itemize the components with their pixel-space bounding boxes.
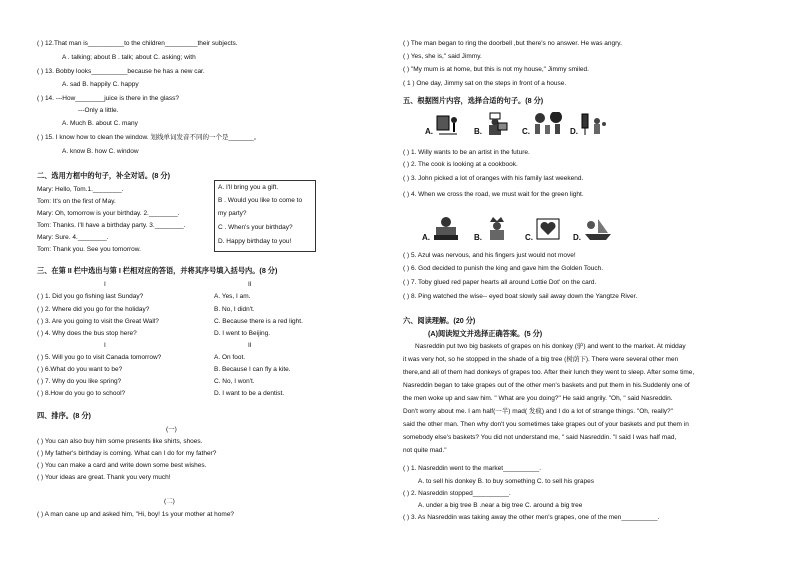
piano-player-picture: [432, 216, 460, 242]
order-item: ( ) My father's birthday is coming. What can I do for my father?: [37, 450, 217, 457]
passage-line: not quite mad.": [403, 447, 447, 454]
passage-line: it was very hot, so he stopped in the shade of a big tree (树荫下). There were several other men: [403, 356, 679, 363]
match-question: ( ) 6.What do you want to be?: [37, 366, 123, 373]
picture-sentence: ( ) 4. When we cross the road, we must wait for the green light.: [403, 191, 584, 198]
subsection-2-label: (二): [164, 498, 175, 505]
box-option: B . Would you like to come to: [218, 197, 303, 204]
q14: ( ) 14. ---How________juice is there in the glass?: [37, 95, 179, 102]
order-item: ( ) "My mum is at home, but this is not my house," Jimmy smiled.: [403, 66, 589, 73]
box-option: C . When's your birthday?: [218, 224, 293, 231]
box-option: A. I'll bring you a gift.: [218, 184, 279, 191]
reading-options: A. to sell his donkey B. to buy something C. to sell his grapes: [418, 478, 594, 485]
order-item: ( ) You can make a card and write down some best wishes.: [37, 462, 207, 469]
order-item: ( ) Your ideas are great. Thank you very much!: [37, 474, 171, 481]
artist-painting-picture: [435, 112, 459, 136]
passage-line: somebody else's baskets? You did not understand me, " said Nasreddin. "I said I was half mad,: [403, 434, 677, 441]
passage-line: Don't worry about me. I am half(一半) mad( 发疯) and I do a lot of strange things. "Oh, really?": [403, 408, 673, 415]
reading-question: ( ) 2. Nasreddin stopped__________.: [403, 490, 511, 497]
family-picking-oranges-picture: [532, 112, 566, 136]
picture-label: A.: [425, 127, 433, 136]
q15: ( ) 15. I know how to clean the window. 划线单词发音不同的一个是_______。: [37, 134, 261, 141]
dialogue-line: Tom: Thanks. I'll have a birthday party. 3.________.: [37, 222, 186, 229]
dialogue-line: Tom: It's on the first of May.: [37, 198, 116, 205]
picture-a: [422, 216, 460, 242]
subsection-1-label: (一): [166, 426, 177, 433]
picture-label: B.: [474, 233, 482, 242]
dialogue-line: Tom: Thank you. See you tomorrow.: [37, 246, 141, 253]
picture-c: [525, 216, 561, 242]
reading-options: A. under a big tree B .near a big tree C. around a big tree: [418, 502, 583, 509]
picture-sentence: ( ) 6. God decided to punish the king and gave him the Golden Touch.: [403, 265, 604, 272]
picture-a: [425, 112, 459, 136]
match-question: ( ) 2. Where did you go for the holiday?: [37, 306, 150, 313]
passage-line: Nasreddin put two big baskets of grapes on his donkey (驴) and went to the market. At midday: [415, 343, 686, 350]
section-4-title: 四、排序。(8 分): [37, 411, 91, 420]
order-item: ( ) You can also buy him some presents like shirts, shoes.: [37, 438, 203, 445]
section-6a-subtitle: (A)阅读短文并选择正确答案。(5 分): [428, 329, 543, 338]
box-option: D. Happy birthday to you!: [218, 238, 292, 245]
column-i-label: I: [104, 281, 106, 288]
order-item: ( ) A man cane up and asked him, "Hi, boy! 1s your mother at home?: [37, 511, 235, 518]
dialogue-line: Mary: Sure. 4.________.: [37, 234, 109, 241]
match-answer: B. Because I can fly a kite.: [214, 366, 291, 373]
column-ii-label: II: [248, 281, 252, 288]
box-option: my party?: [218, 210, 247, 217]
order-item: ( ) Yes, she is," said Jimmy.: [403, 53, 482, 60]
match-answer: D. I went to Beijing.: [214, 330, 270, 337]
section-5-title: 五、根据图片内容，选择合适的句子。(8 分): [403, 96, 544, 105]
match-question: ( ) 1. Did you go fishing last Sunday?: [37, 293, 144, 300]
king-picture: [484, 216, 510, 242]
q14-reply: ---Only a little.: [78, 107, 119, 114]
match-question: ( ) 7. Why do you like spring?: [37, 378, 122, 385]
traffic-light-picture: [580, 112, 608, 136]
passage-line: Nasreddin began to take grapes out of the other men's baskets and put them in his.Suddenly one of: [403, 382, 690, 389]
q12: ( ) 12.That man is__________to the children_________their subjects.: [37, 40, 238, 47]
picture-sentence: ( ) 8. Ping watched the wise-- eyed boat slowly sail away down the Yangtze River.: [403, 293, 638, 300]
match-answer: A. Yes, I am.: [214, 293, 251, 300]
picture-sentence: ( ) 2. The cook is looking at a cookbook.: [403, 161, 518, 168]
picture-sentence: ( ) 7. Toby glued red paper hearts all around Lottie Dot' on the card.: [403, 279, 597, 286]
heart-card-picture: [535, 216, 561, 242]
picture-label: B.: [474, 127, 482, 136]
q13: ( ) 13. Bobby looks__________because he has a new car.: [37, 68, 205, 75]
dialogue-line: Mary: Oh, tomorrow is your birthday. 2.________.: [37, 210, 180, 217]
passage-line: the men woke up and saw him. " What are you doing?" He said angrily. "Oh, " said Nasreddin.: [403, 395, 673, 402]
match-question: ( ) 3. Are you going to visit the Great Wall?: [37, 318, 159, 325]
picture-sentence: ( ) 1. Willy wants to be an artist in the future.: [403, 149, 530, 156]
section-3-title: 三、在第 II 栏中选出与第 I 栏相对应的答语，并将其序号填入括号内。(8 分): [37, 266, 278, 275]
passage-line: said the other man. Then why don't you sometimes take grapes out of your baskets and put them in: [403, 421, 689, 428]
picture-d: [573, 216, 613, 242]
picture-label: A.: [422, 233, 430, 242]
reading-question: ( ) 3. As Nasreddin was taking away the other men's grapes, one of the men__________.: [403, 514, 660, 521]
column-ii-label: II: [248, 342, 252, 349]
column-i-label: I: [104, 342, 106, 349]
picture-sentence: ( ) 5. Azul was nervous, and his fingers just would not move!: [403, 252, 576, 259]
q14-options: A. Much B. about C. many: [62, 120, 138, 127]
picture-b: [474, 216, 510, 242]
picture-c: [522, 112, 566, 136]
match-answer: D. I want to be a dentist.: [214, 390, 285, 397]
order-item: ( ) The man began to ring the doorbell ,but there's no answer. He was angry.: [403, 40, 622, 47]
q13-options: A. sad B. happily C. happy: [62, 81, 139, 88]
q15-options: A. know B. how C. window: [62, 148, 139, 155]
picture-d: [570, 112, 608, 136]
cook-picture: [484, 112, 508, 136]
dialogue-line: Mary: Hello, Tom.1.________.: [37, 186, 124, 193]
reading-question: ( ) 1. Nasreddin went to the market__________.: [403, 465, 542, 472]
boat-picture: [583, 216, 613, 242]
passage-line: there,and all of them had donkeys of grapes too. After their lunch they went to sleep. After some time,: [403, 369, 695, 376]
picture-label: C.: [522, 127, 530, 136]
match-question: ( ) 8.How do you go to school?: [37, 390, 126, 397]
match-answer: A. On foot.: [214, 354, 246, 361]
section-6-title: 六、阅读理解。(20 分): [403, 316, 476, 325]
match-answer: C. No, I won't.: [214, 378, 255, 385]
picture-sentence: ( ) 3. John picked a lot of oranges with his family last weekend.: [403, 175, 584, 182]
picture-label: C.: [525, 233, 533, 242]
match-question: ( ) 4. Why does the bus stop here?: [37, 330, 137, 337]
match-answer: B. No, I didn't.: [214, 306, 255, 313]
picture-label: D.: [570, 127, 578, 136]
match-question: ( ) 5. Will you go to visit Canada tomorrow?: [37, 354, 162, 361]
q12-options: A . talking; about B . talk; about C. asking; with: [62, 54, 196, 61]
picture-b: [474, 112, 508, 136]
picture-label: D.: [573, 233, 581, 242]
order-item: ( 1 ) One day, Jimmy sat on the steps in front of a house.: [403, 80, 567, 87]
section-2-title: 二、选用方框中的句子，补全对话。(8 分): [37, 171, 170, 180]
match-answer: C. Because there is a red light.: [214, 318, 303, 325]
